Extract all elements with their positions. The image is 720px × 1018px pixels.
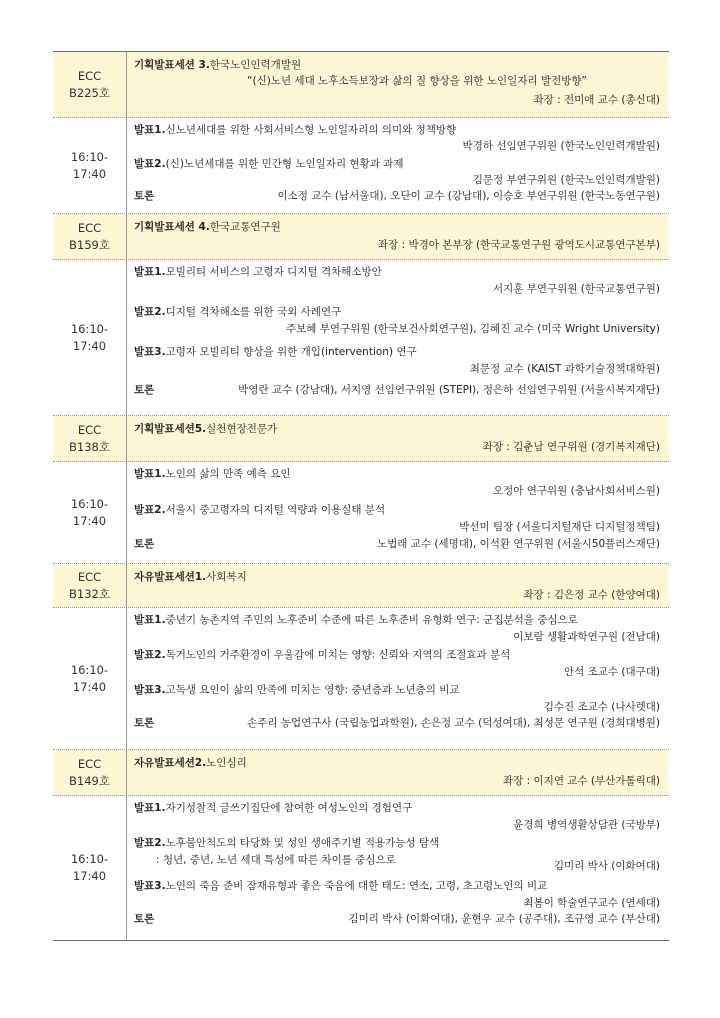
session-body [53, 608, 669, 750]
presentation-title: 신노년세대를 위한 사회서비스형 노인일자리의 의미와 정책방향 [165, 124, 457, 136]
time-start: 16:10- [70, 496, 109, 511]
presentation-speaker: 주보혜 부연구위원 (한국보건사회연구원), 김혜진 교수 (미국 Wright University) [285, 323, 660, 335]
time-cell [53, 118, 127, 213]
presentation-title: (신)노년세대를 위한 민간형 노인일자리 현황과 과제 [165, 158, 404, 170]
time-cell [53, 462, 127, 563]
presentation-title: 노후불안척도의 타당화 및 성인 생애주기별 적용가능성 탐색 [165, 837, 440, 849]
presentation-title: 모빌리티 서비스의 고령자 디지털 격차해소방안 [165, 266, 382, 278]
session-label: 기획발표세션5. [134, 423, 207, 435]
presentation-subtitle: : 청년, 중년, 노년 세대 특성에 따른 차이를 중심으로 [156, 853, 396, 866]
session-header [53, 564, 669, 608]
presentation-title: 고령자 모빌리티 향상을 위한 개입(intervention) 연구 [165, 346, 417, 358]
time-end: 17:40 [72, 338, 107, 353]
session-label: 자유발표세션1. [134, 571, 207, 583]
presentation-speaker: 이보람 생활과학연구원 (전남대) [513, 630, 660, 643]
presentation-label: 발표2. [134, 649, 166, 661]
presentation-title: 고독생 요인이 삶의 만족에 미치는 영향: 중년층과 노년층의 비교 [165, 684, 460, 696]
time-start: 16:10- [70, 149, 109, 164]
session-title: 노인심리 [206, 757, 247, 769]
time-cell [53, 608, 127, 749]
discussion-panel: 이소정 교수 (남서울대), 오단이 교수 (강남대), 이승호 부연구위원 (한국노동연구원) [277, 190, 660, 202]
presentation-speaker: 박경하 선임연구위원 (한국노인인력개발원) [462, 140, 660, 152]
session-body [53, 260, 669, 416]
session-label: 기획발표세션 4. [134, 221, 210, 233]
room-number: B149호 [69, 773, 110, 788]
presentation-label: 발표1. [134, 124, 166, 136]
presentation-title: 자기성찰적 글쓰기집단에 참여한 여성노인의 경험연구 [165, 802, 413, 814]
presentation-title: 노인의 죽음 준비 잠재유형과 좋은 죽음에 대한 태도: 연소, 고령, 초고령노인의 비교 [165, 880, 548, 892]
time-start: 16:10- [70, 662, 109, 677]
room-number: B159호 [69, 237, 110, 252]
presentation-title: 노인의 삶의 만족 예측 요인 [165, 468, 291, 480]
presentation-title: 독거노인의 거주환경이 우울감에 미치는 영향: 신뢰와 지역의 조절효과 분석 [165, 649, 511, 661]
time-end: 17:40 [72, 166, 107, 181]
presentation-speaker: 김수진 조교수 (나사렛대) [543, 700, 660, 713]
room-number: B225호 [69, 85, 110, 100]
session-title: 한국교통연구원 [209, 221, 281, 233]
presentation-label: 발표1. [134, 802, 166, 814]
discussion-label: 토론 [134, 913, 155, 925]
program-table [53, 51, 669, 941]
discussion-label: 토론 [134, 190, 155, 202]
session-chair: 좌장 : 김은정 교수 (한양여대) [523, 589, 660, 601]
presentation-speaker: 김미리 박사 (이화여대) [553, 859, 660, 872]
room-building: ECC [77, 569, 102, 584]
time-end: 17:40 [72, 679, 107, 694]
presentation-speaker: 안석 조교수 (대구대) [563, 665, 660, 678]
presentation-label: 발표1. [134, 468, 166, 480]
discussion-panel: 노법래 교수 (세명대), 이석환 연구위원 (서울시50플러스재단) [376, 538, 660, 550]
presentation-speaker: 김문정 부연구위원 (한국노인인력개발원) [472, 174, 660, 186]
session-label: 자유발표세션2. [134, 757, 207, 769]
presentation-speaker: 최봄이 학술연구교수 (연세대) [523, 896, 660, 909]
presentation-label: 발표2. [134, 158, 166, 170]
presentation-speaker: 윤경희 병역생활상담관 (국방부) [513, 818, 660, 831]
presentation-speaker: 오정아 연구위원 (충남사회서비스원) [492, 485, 660, 497]
presentation-label: 발표3. [134, 880, 166, 892]
presentation-label: 발표2. [134, 504, 166, 516]
room-building: ECC [77, 422, 102, 437]
session-header [53, 52, 669, 118]
time-start: 16:10- [70, 852, 109, 866]
discussion-panel: 김미리 박사 (이화여대), 윤현우 교수 (공주대), 조규영 교수 (부산대) [348, 913, 660, 925]
discussion-panel: 박영란 교수 (강남대), 서지영 선임연구위원 (STEPI), 정은하 선임연구위원 (서울시복지재단) [238, 384, 660, 396]
time-start: 16:10- [70, 321, 109, 336]
session-subtitle: “(신)노년 세대 노후소득보장과 삶의 질 향상을 위한 노인일자리 발전방향” [247, 75, 587, 87]
presentation-label: 발표3. [134, 346, 166, 358]
room-building: ECC [77, 756, 102, 771]
room-number: B138호 [69, 439, 110, 454]
discussion-label: 토론 [134, 538, 155, 550]
session-title: 한국노인인력개발원 [209, 59, 302, 71]
session-chair: 좌장 : 김춘남 연구위원 (경기복지재단) [482, 441, 660, 453]
session-label: 기획발표세션 3. [134, 59, 210, 71]
room-cell [53, 416, 127, 461]
session-chair: 좌장 : 이지연 교수 (부산가톨릭대) [503, 775, 660, 787]
session-chair: 좌장 : 전미애 교수 (총신대) [533, 94, 660, 106]
time-cell [53, 260, 127, 415]
room-number: B132호 [69, 586, 110, 601]
discussion-label: 토론 [134, 384, 155, 396]
session-body [53, 796, 669, 940]
room-cell [53, 564, 127, 607]
discussion-label: 토론 [134, 717, 155, 729]
session-title: 사회복지 [206, 571, 247, 583]
presentation-label: 발표1. [134, 614, 166, 626]
room-cell [53, 52, 127, 117]
presentation-label: 발표2. [134, 306, 166, 318]
presentation-label: 발표3. [134, 684, 166, 696]
presentation-speaker: 박선미 팀장 (서울디지털재단 디지털정책팀) [459, 521, 660, 533]
session-title: 실천현장전문가 [206, 423, 278, 435]
session-chair: 좌장 : 박경아 본부장 (한국교통연구원 광역도시교통연구본부) [378, 239, 660, 251]
presentation-speaker: 서지훈 부연구위원 (한국교통연구원) [492, 283, 660, 295]
session-body [53, 462, 669, 564]
presentation-title: 서울시 중고령자의 디지털 역량과 이용실태 분석 [165, 504, 386, 516]
time-cell [53, 796, 127, 940]
session-header [53, 750, 669, 796]
session-header [53, 416, 669, 462]
presentation-label: 발표1. [134, 266, 166, 278]
room-cell [53, 750, 127, 795]
time-end: 17:40 [72, 513, 107, 528]
discussion-panel: 손주리 농업연구사 (국립농업과학원), 손은정 교수 (덕성여대), 최성문 연구원 (경희대병원) [247, 717, 660, 729]
room-building: ECC [77, 68, 102, 83]
time-end: 17:40 [72, 869, 107, 883]
room-building: ECC [77, 220, 102, 235]
presentation-title: 중년기 농촌지역 주민의 노후준비 수준에 따른 노후준비 유형화 연구: 군집분석을 중심으로 [165, 614, 578, 626]
presentation-speaker: 최문정 교수 (KAIST 과학기술정책대학원) [469, 363, 660, 375]
session-body [53, 118, 669, 214]
presentation-title: 디지털 격차해소를 위한 국외 사례연구 [165, 306, 342, 318]
presentation-label: 발표2. [134, 837, 166, 849]
session-header [53, 214, 669, 260]
room-cell [53, 214, 127, 259]
